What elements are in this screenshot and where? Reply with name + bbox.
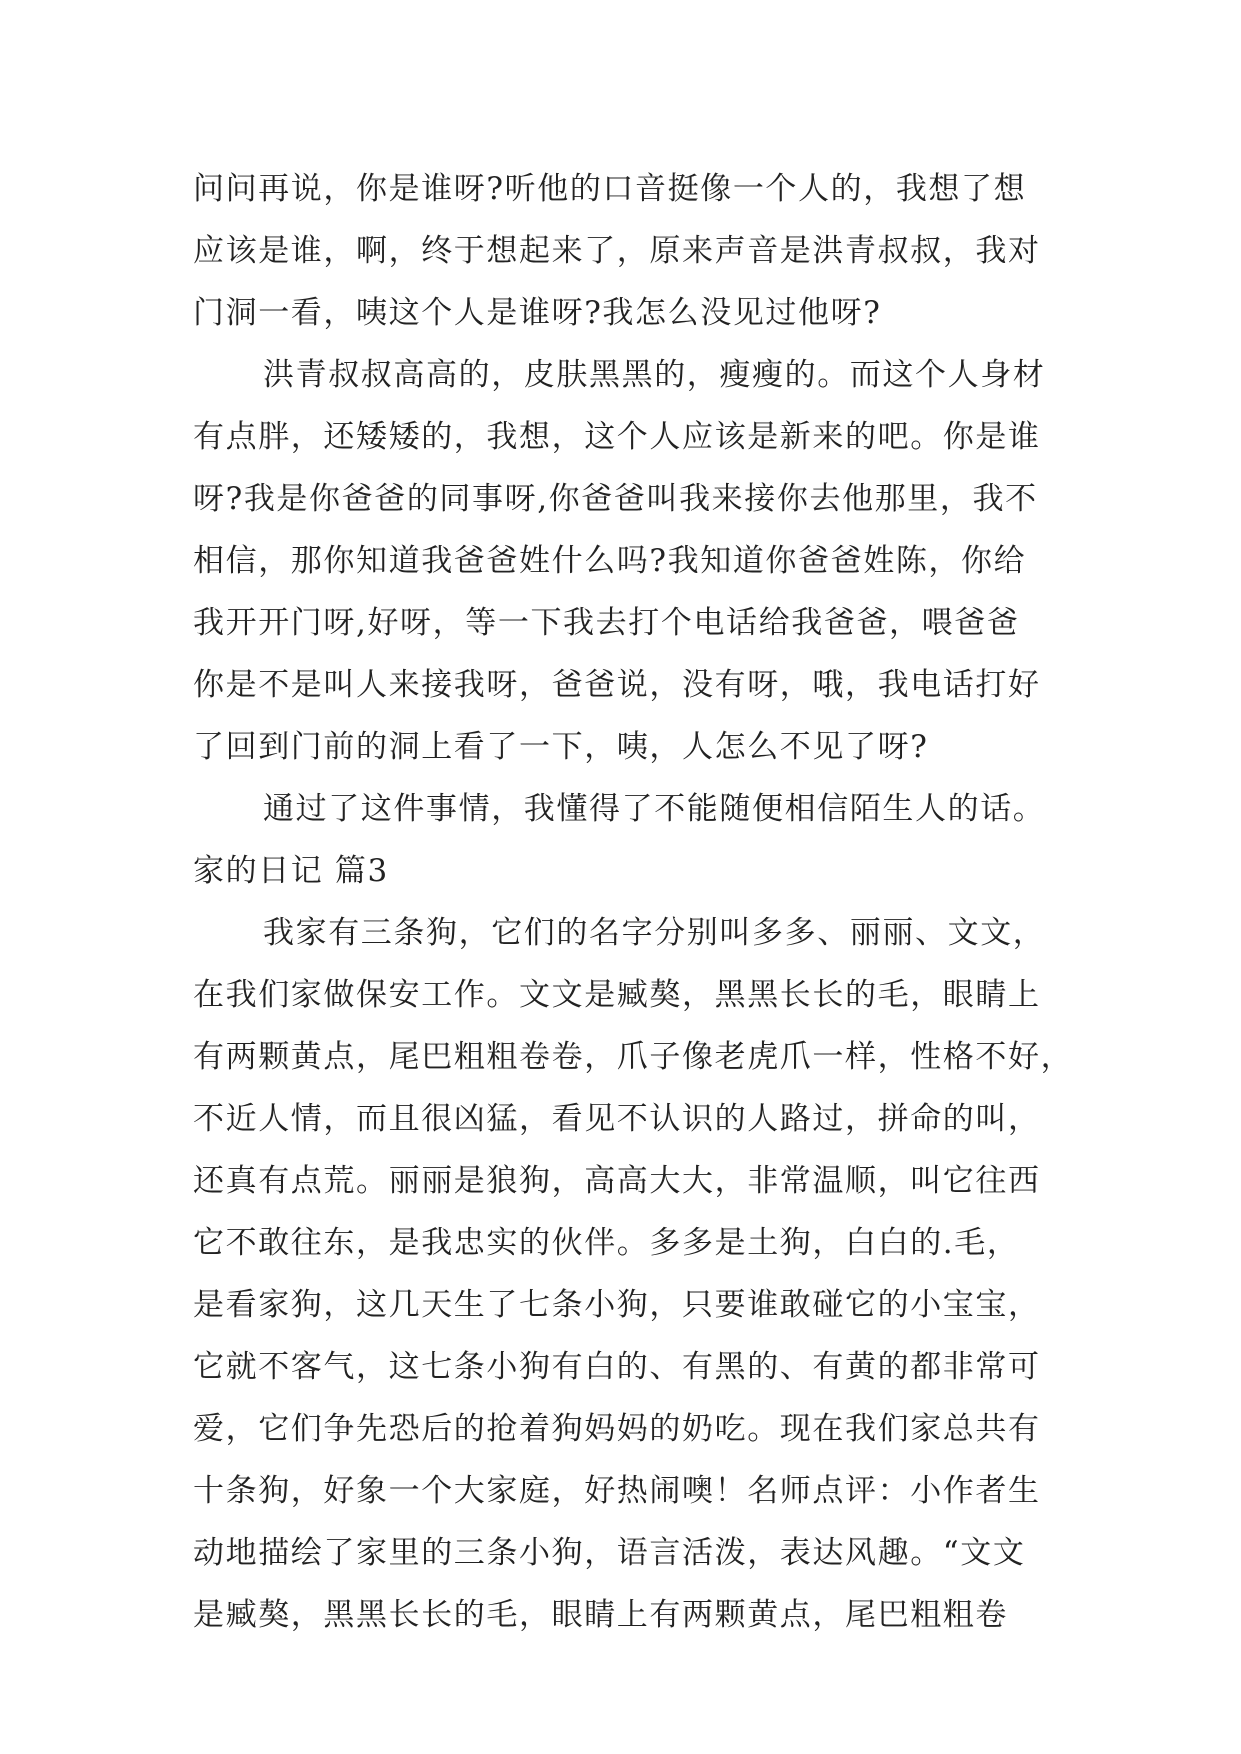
text-line-18: 它不敢往东，是我忠实的伙伴。多多是土狗，白白的.毛， (193, 1225, 1020, 1261)
text-line-14: 在我们家做保安工作。文文是臧獒，黑黑长长的毛，眼睛上 (193, 977, 1041, 1013)
text-line-8: 我开开门呀,好呀，等一下我去打个电话给我爸爸，喂爸爸 (193, 605, 1020, 641)
text-line-22: 十条狗，好象一个大家庭，好热闹噢！名师点评：小作者生 (193, 1473, 1041, 1509)
paragraph-start-line-4: 洪青叔叔高高的，皮肤黑黑的，瘦瘦的。而这个人身材 (263, 357, 1046, 393)
text-line-10: 了回到门前的洞上看了一下，咦，人怎么不见了呀? (193, 729, 929, 765)
text-line-3: 门洞一看，咦这个人是谁呀?我怎么没见过他呀? (193, 295, 882, 331)
text-line-5: 有点胖，还矮矮的，我想，这个人应该是新来的吧。你是谁 (193, 419, 1041, 455)
text-line-20: 它就不客气，这七条小狗有白的、有黑的、有黄的都非常可 (193, 1349, 1041, 1385)
text-line-2: 应该是谁，啊，终于想起来了，原来声音是洪青叔叔，我对 (193, 233, 1041, 269)
text-line-1: 问问再说，你是谁呀?听他的口音挺像一个人的，我想了想 (193, 171, 1027, 207)
text-line-21: 爱，它们争先恐后的抢着狗妈妈的奶吃。现在我们家总共有 (193, 1411, 1041, 1447)
paragraph-start-line-11: 通过了这件事情，我懂得了不能随便相信陌生人的话。 (263, 791, 1046, 827)
text-line-17: 还真有点荒。丽丽是狼狗，高高大大，非常温顺，叫它往西 (193, 1163, 1041, 1199)
text-line-9: 你是不是叫人来接我呀，爸爸说，没有呀，哦，我电话打好 (193, 667, 1041, 703)
section-heading: 家的日记 篇3 (193, 853, 389, 889)
text-line-15: 有两颗黄点，尾巴粗粗卷卷，爪子像老虎爪一样，性格不好， (193, 1039, 1074, 1075)
text-line-24: 是臧獒，黑黑长长的毛，眼睛上有两颗黄点，尾巴粗粗卷 (193, 1597, 1008, 1633)
text-line-19: 是看家狗，这几天生了七条小狗，只要谁敢碰它的小宝宝， (193, 1287, 1041, 1323)
document-body (193, 158, 1073, 1646)
text-line-6: 呀?我是你爸爸的同事呀,你爸爸叫我来接你去他那里，我不 (193, 481, 1038, 517)
text-line-7: 相信，那你知道我爸爸姓什么吗?我知道你爸爸姓陈，你给 (193, 543, 1027, 579)
paragraph-start-line-13: 我家有三条狗，它们的名字分别叫多多、丽丽、文文， (263, 915, 1046, 951)
text-line-23: 动地描绘了家里的三条小狗，语言活泼，表达风趣。“文文 (193, 1535, 1026, 1571)
text-line-16: 不近人情，而且很凶猛，看见不认识的人路过，拼命的叫， (193, 1101, 1041, 1137)
